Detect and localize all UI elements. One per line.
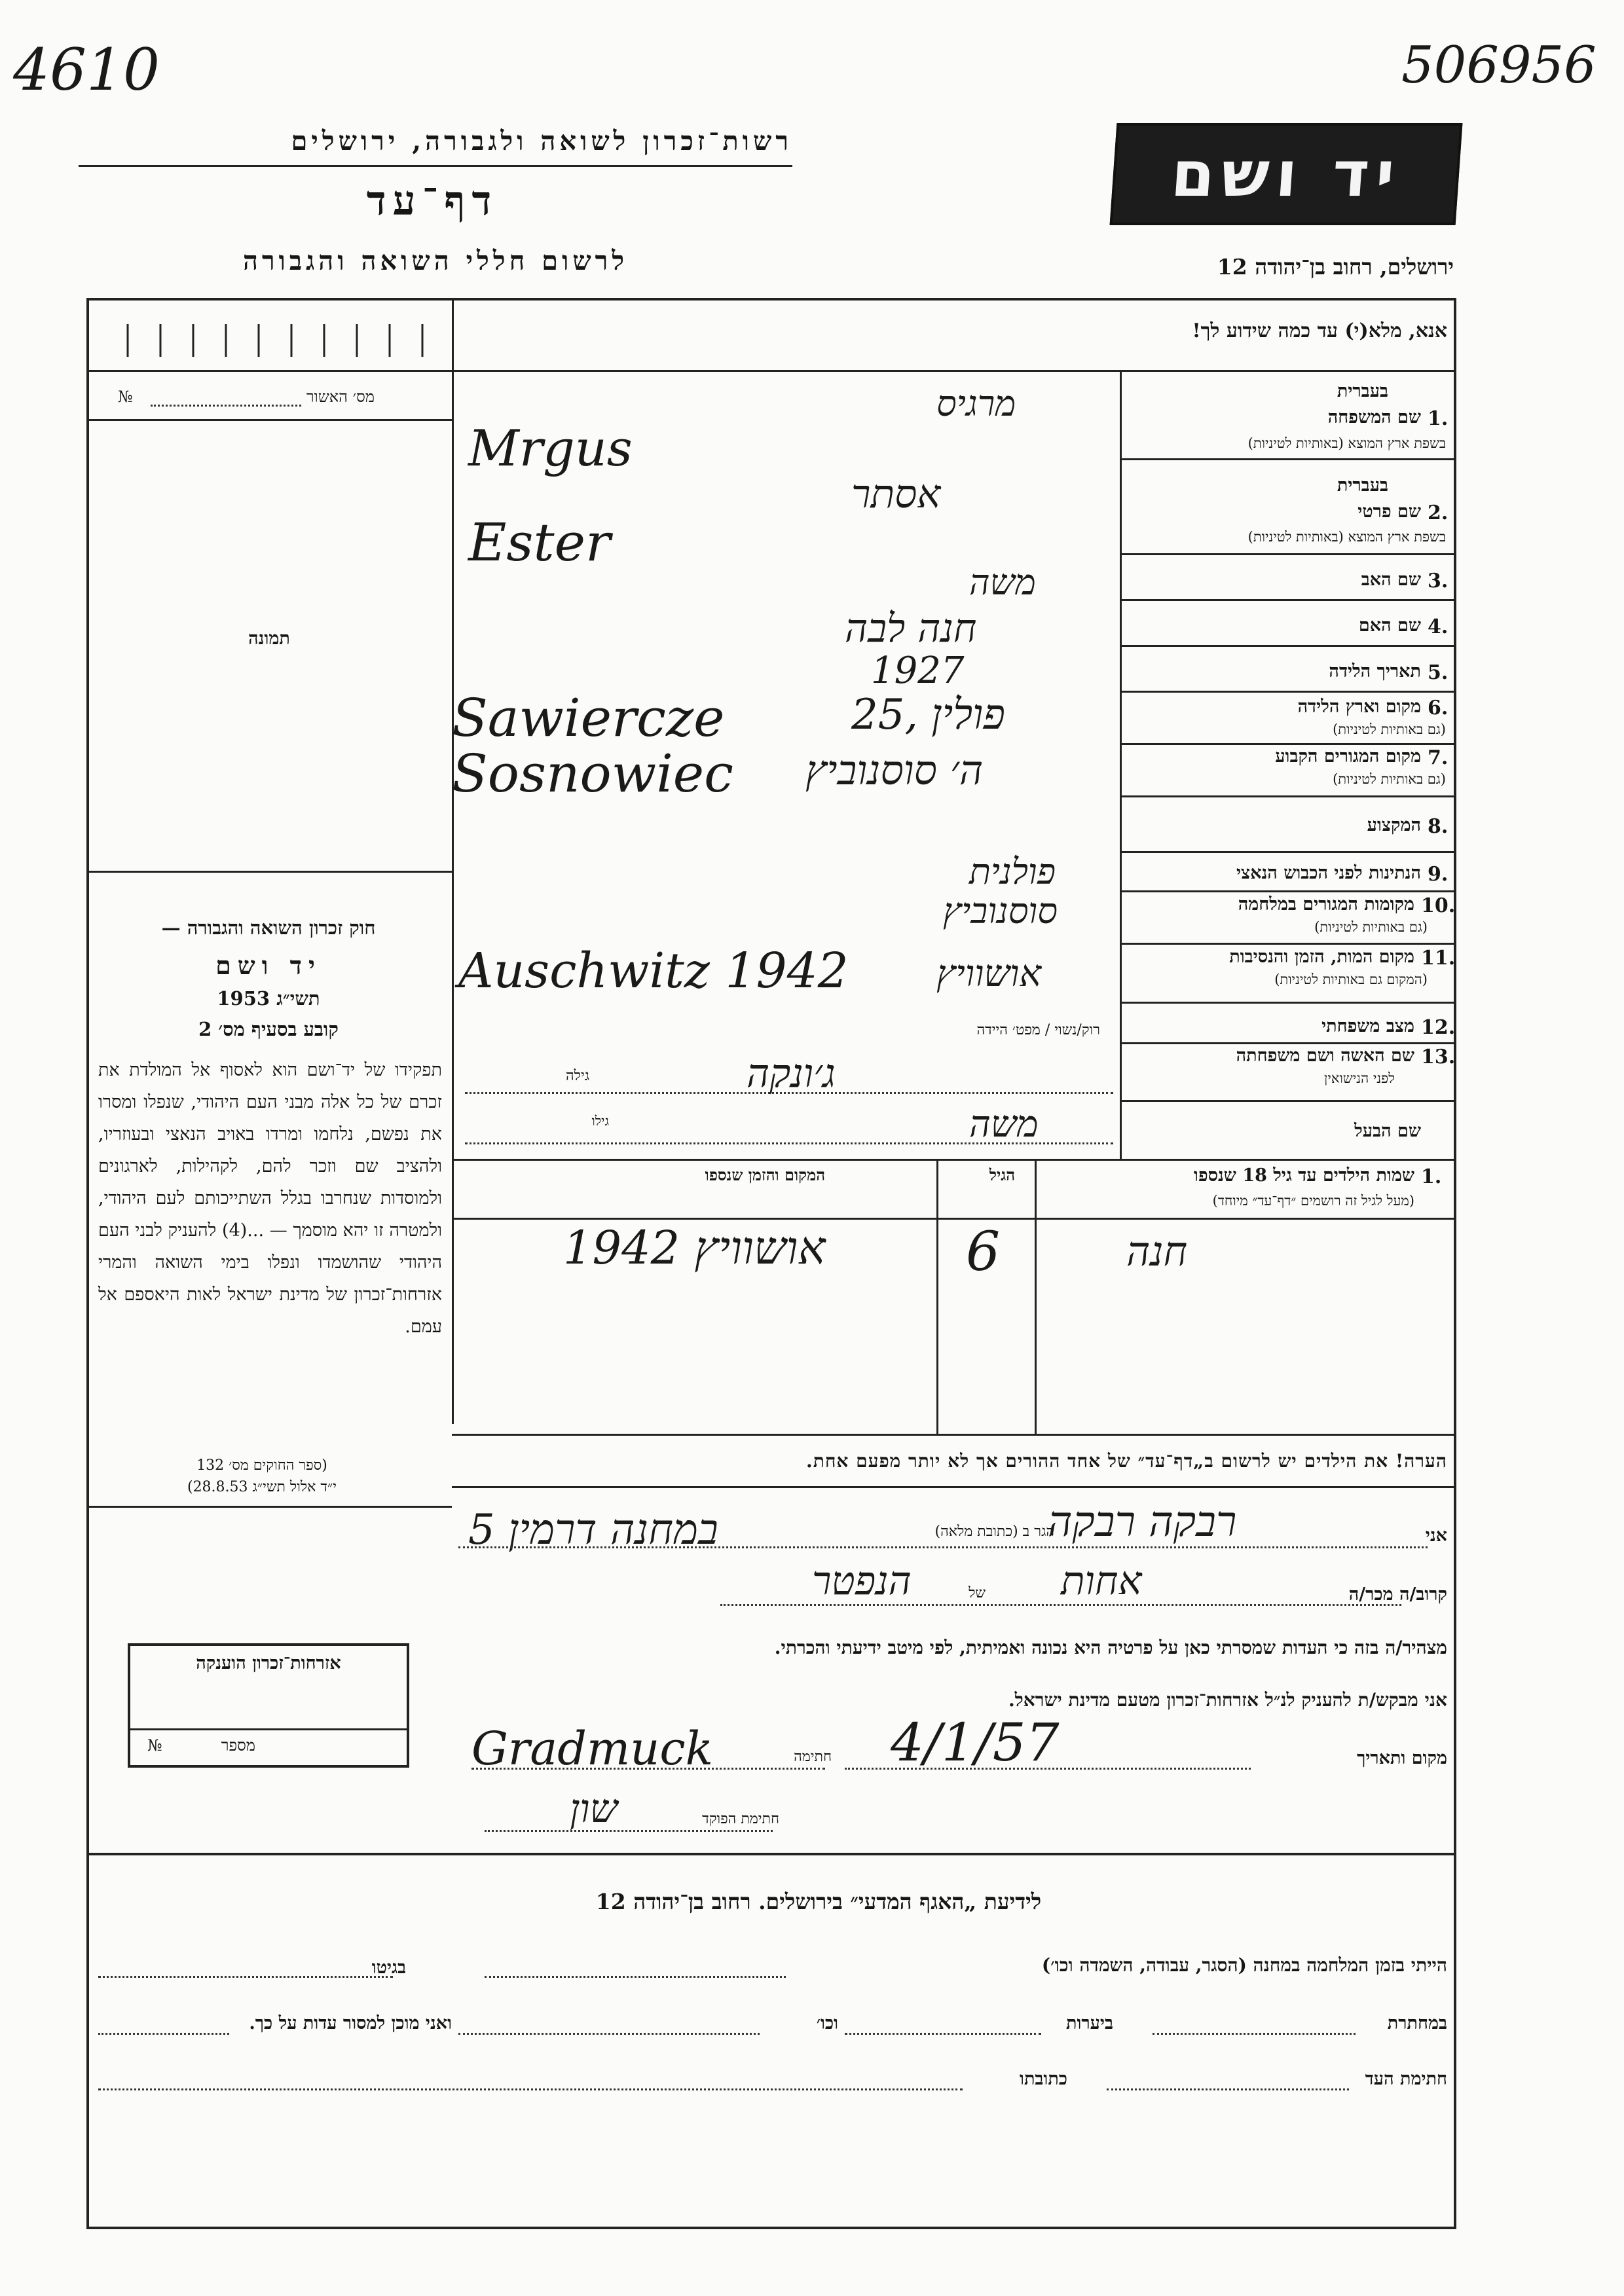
granted-title: אזרחות־זכרון הוענקה [196,1653,341,1673]
approval-label: מס׳ האשור [306,388,375,406]
age-label-wife: גילה [566,1068,589,1084]
film-strip [124,321,432,360]
underground-dots [1153,2033,1356,2035]
field-4-num: 4. [1428,615,1449,638]
field-11-sub: (המקום גם באותיות לטיניות) [1274,972,1428,987]
age-label-husband: גילו [591,1113,609,1129]
law-name: יד ושם [215,951,322,980]
field-10-label: מקומות המגורים במלחמה [1238,894,1414,915]
archive-number-left: 4610 [13,36,160,103]
form-title: דף־עד [366,177,498,225]
field-11-num: 11. [1421,947,1456,970]
decl-place-date: מקום ותאריך [1357,1748,1447,1768]
children-title: שמות הילדים עד גיל 18 שנספו [1194,1165,1414,1186]
photo-label: תמונה [248,629,290,649]
field-2-num: 2. [1428,501,1449,524]
field-9-label: הנתינות לפני הכבוש הנאצי [1236,863,1421,883]
hw-surname-lat: Mrgus [468,419,633,477]
hw-death-heb: אושוויץ [936,953,1042,995]
bottom-line1: הייתי בזמן המלחמה במחנה (הסגר, עבודה, השמדה וכו׳) [1041,1954,1447,1976]
hw-child-death: 1942 אושוויץ [563,1221,826,1275]
decl-name-dots [458,1546,1428,1548]
decl-relative: קרוב/ה מכר/ה [1348,1584,1447,1605]
marital-options: רוק/נשוי / מפט׳ היידה [976,1022,1100,1038]
field-13-label: שם האשה ושם משפחתה [1236,1046,1414,1066]
row-9-divider [1120,890,1456,892]
hw-wife: ג׳ונקה [747,1051,836,1097]
ready-label: ואני מוכן למסור עדות על כך. [249,2013,452,2033]
tag-hebrew-1: בעברית [1337,381,1388,401]
ghetto-label: בגיטו [371,1958,406,1978]
form-subtitle: לרשום חללי השואה והגבורה [242,246,629,276]
children-col-1 [936,1159,938,1434]
decl-request: אני מבקש/ת להעניק לנ״ל אזרחות־זכרון מטעם מדינת ישראל. [1008,1689,1447,1711]
decl-signature: חתימה [794,1749,832,1765]
field-1-sub: בשפת ארץ המוצא (באותיות לטיניות) [1247,435,1446,451]
tag-hebrew-2: בעברית [1337,475,1388,496]
hw-father: משה [969,562,1036,603]
hw-nationality: פולנית [969,851,1056,892]
instructions: אנא, מלא(י) עד כמה שידוע לך! [1192,319,1447,342]
field-5-label: תאריך הלידה [1329,661,1421,682]
decl-resident: הגר ב (כתובת מלאה) [934,1523,1054,1540]
hw-relation: אחות [1061,1558,1142,1604]
decl-official: חתימת הפוקד [702,1811,779,1827]
children-header-divider [452,1218,1456,1220]
camp-dots [485,1976,786,1978]
hw-residence: Sosnowiec [452,743,733,804]
ghetto-dots [98,1976,393,1978]
logo-text: יד ושם [1168,137,1404,211]
underground-label: במחתרת [1387,2013,1447,2033]
law-ref-2: י״ד אלול תשי״ג 28.8.53) [187,1479,337,1495]
approval-dots [151,405,301,407]
label-column-divider [1120,370,1122,1159]
children-col-2 [1035,1159,1037,1434]
hw-birthplace-heb: פולין ,25 [851,691,1006,739]
children-num: 1. [1421,1165,1442,1188]
field-2-label: שם פרטי [1357,501,1421,522]
hw-of: הנפטר [812,1558,912,1604]
field-6-num: 6. [1428,697,1449,720]
etc-dots [458,2033,760,2035]
hw-birthplace: Sawiercze [452,687,725,748]
field-6-label: מקום וארץ הלידה [1297,697,1421,717]
field-5-num: 5. [1428,661,1449,684]
etc-label: וכו׳ [816,2013,838,2033]
field-12-num: 12. [1421,1016,1456,1039]
hw-residence-heb: ה׳ סוסנוביץ [805,746,984,794]
remark-divider [452,1486,1456,1488]
children-note: (מעל לגיל זה רושמים ״דף־עד״ מיוחד) [1212,1193,1414,1209]
row-12-divider [1120,1042,1456,1044]
children-bottom-divider [452,1434,1456,1436]
row-2-divider [1120,553,1456,555]
children-top-divider [452,1159,1456,1161]
approval-row-divider [86,419,452,421]
forests-dots [845,2033,1041,2035]
hw-child-age: 6 [966,1221,1001,1283]
law-title: חוק זכרון השואה והגבורה — [161,917,376,939]
hw-date: 4/1/57 [891,1712,1060,1773]
witness-address-label: כתובתו [1020,2069,1067,2089]
row-4-divider [1120,645,1456,647]
instructions-divider [86,370,1456,372]
witness-sig-dots [1107,2088,1349,2090]
granted-box-divider [128,1728,409,1730]
hw-signature: Gradmuck [471,1722,714,1776]
spouse-label: שם הבעל [1354,1121,1421,1141]
field-12-label: מצב משפחתי [1321,1016,1414,1036]
decl-relation-dots [720,1604,1401,1606]
field-8-label: המקצוע [1367,815,1421,835]
archive-number-right: 506956 [1401,36,1596,95]
decl-ani: אני [1425,1525,1447,1546]
photo-divider [86,871,452,873]
law-body: תפקידו של יד־ושם הוא לאסוף אל המולדת את זכרם של כל אלה מבני העם היהודי, שנפלו ומסרו את נפשם, נלחמו ומרדו באויב הנאצי ובעוזריו, ולהציב שם וזכר להם, לקהילות, לארגונים ולמוסדות שנחרבו בגלל השתייכותם לעם היהודי, ולמטרה זו יהא מוסמך — ...(4) להעניק לבני העם היהודי שהושמדו ונפלו בימי השואה והמרי אזרחות־זכרון של מדינת ישראל לאות היאספם אל עמם. [98,1060,442,1337]
official-dots [485,1830,773,1832]
hw-first-lat: Ester [468,512,611,573]
granted-number: מספר [221,1736,255,1755]
row-8-divider [1120,851,1456,853]
field-10-sub: (גם באותיות לטיניות) [1314,919,1428,935]
field-1-label: שם המשפחה [1327,407,1421,428]
field-2-sub: בשפת ארץ המוצא (באותיות לטיניות) [1247,529,1446,545]
decl-shel: של [969,1585,986,1601]
row-7-divider [1120,795,1456,797]
law-bottom-divider [86,1506,452,1508]
approval-no: № [118,388,133,406]
field-4-label: שם האם [1358,615,1421,636]
field-13-num: 13. [1421,1046,1456,1068]
signature-dots [471,1768,825,1770]
left-column-divider [452,298,454,1424]
row-1-divider [1120,458,1456,460]
children-place-header: המקום והזמן שנספו [705,1165,825,1184]
field-3-num: 3. [1428,570,1449,592]
law-ref-1: (ספר החוקים מס׳ 132 [196,1457,327,1474]
hw-husband: משה [969,1103,1039,1146]
row-10-divider [1120,943,1456,945]
ready-dots [98,2033,229,2035]
hw-child-name: חנה [1126,1228,1188,1275]
row-5-divider [1120,691,1456,693]
hw-birth-date: 1927 [871,649,965,692]
granted-no: № [147,1736,162,1755]
forests-label: ביערות [1065,2013,1113,2033]
hw-first-heb: אסתר [851,471,941,517]
law-year: תשי״ג 1953 [217,987,320,1010]
witness-address-dots [98,2088,963,2090]
row-6-divider [1120,743,1456,745]
row-3-divider [1120,599,1456,601]
row-13-divider [1120,1100,1456,1102]
field-7-sub: (גם באותיות לטיניות) [1333,771,1446,787]
field-6-sub: (גם באותיות לטיניות) [1333,721,1446,737]
field-10-num: 10. [1421,894,1456,917]
law-clause: קובע בסעיף מס׳ 2 [198,1018,339,1040]
remark: הערה! את הילדים יש לרשום ב„דף־עד״ של אחד ההורים אך לא יותר מפעם אחת. [806,1450,1447,1472]
decl-statement: מצהיר/ה בזה כי העדות שמסרתי כאן על פרטיה היא נכונה ואמיתית, לפי מיטב ידיעתי והכרתי. [774,1637,1447,1658]
hw-mother: חנה לבה [845,606,977,651]
row-11-divider [1120,1002,1456,1004]
notice: לידיעת „האגף המדעי״ בירושלים. רחוב בן־יהודה 12 [595,1889,1042,1914]
field-9-num: 9. [1428,863,1449,886]
hw-declarant-addr: במחנה דרמין 5 [468,1506,718,1554]
org-name: רשות־זכרון לשואה ולגבורה, ירושלים [291,126,792,156]
hw-official-sig: שון [570,1786,618,1832]
hw-declarant-name: רבקה רבקה [1048,1498,1237,1546]
bottom-section-divider [86,1853,1456,1855]
hw-wartime: סוסנוביץ [943,890,1058,932]
hw-death: Auschwitz 1942 [458,943,849,999]
field-7-label: מקום המגורים הקבוע [1275,746,1421,767]
header-address: ירושלים, רחוב בן־יהודה 12 [1217,254,1454,280]
hw-surname-heb: מרגיס [936,383,1016,424]
field-7-num: 7. [1428,746,1449,769]
field-3-label: שם האב [1361,570,1421,590]
field-11-label: מקום המות, הזמן והנסיבות [1229,947,1414,967]
field-8-num: 8. [1428,815,1449,838]
yad-vashem-logo [1110,123,1463,225]
children-age-header: הגיל [989,1165,1015,1184]
field-13-sub: לפני הנישואין [1324,1070,1395,1086]
org-underline [79,165,792,167]
witness-sig-label: חתימת העד [1365,2069,1447,2089]
field-1-num: 1. [1428,407,1449,430]
